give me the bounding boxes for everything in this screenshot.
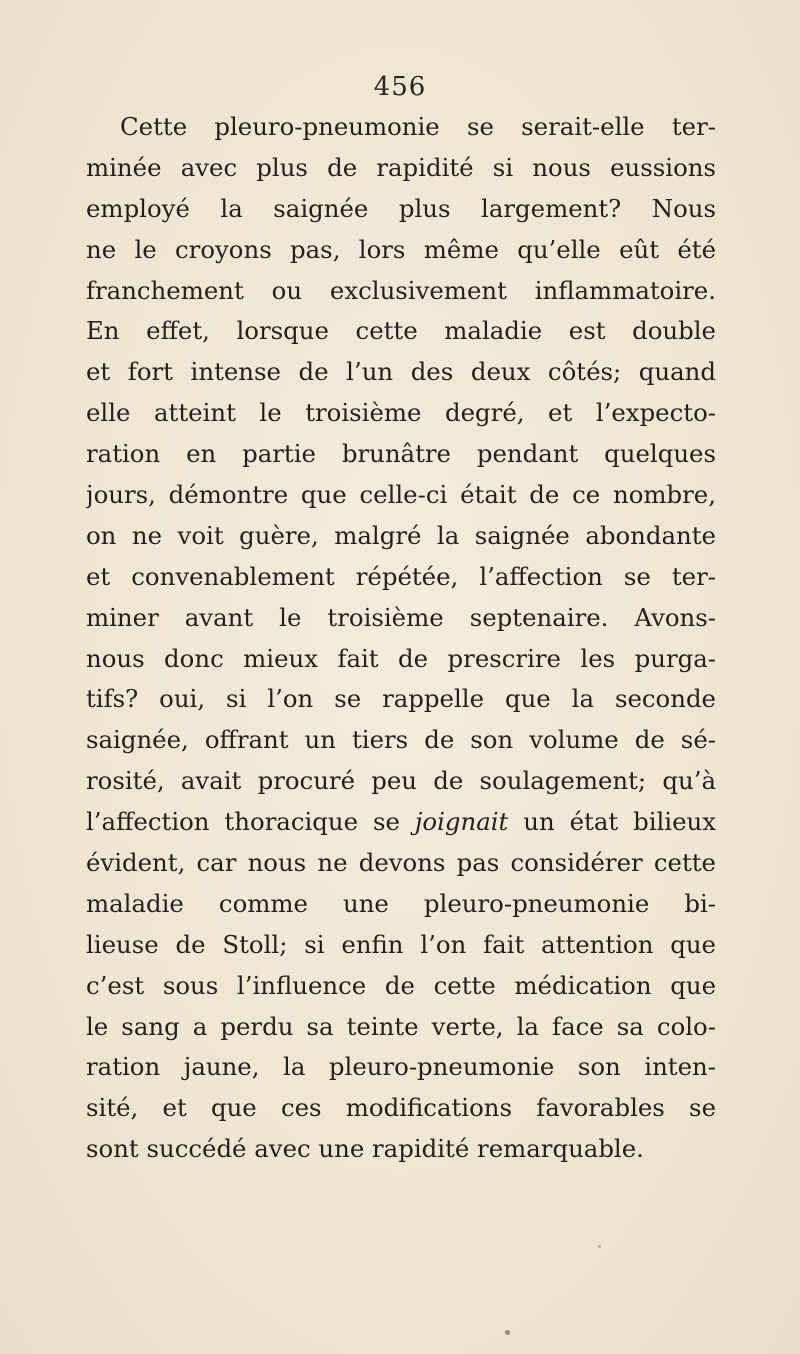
text-line: lieuse de Stoll; si enfin l’on fait attention que <box>86 929 716 959</box>
text-line: sont succédé avec une rapidité remarquable. <box>86 1134 644 1164</box>
text-line: évident, car nous ne devons pas considérer cette <box>86 848 716 878</box>
text-line: maladie comme une pleuro-pneumonie bi- <box>86 888 716 918</box>
text-line: franchement ou exclusivement inflammatoire. <box>86 275 716 305</box>
page-number: 456 <box>373 72 427 102</box>
text-line: le sang a perdu sa teinte verte, la face sa colo- <box>86 1011 716 1041</box>
text-line: employé la saignée plus largement? Nous <box>86 193 716 223</box>
text-line: nous donc mieux fait de prescrire les purga- <box>86 643 716 673</box>
text-line: c’est sous l’influence de cette médication que <box>86 970 716 1000</box>
text-line: tifs? oui, si l’on se rappelle que la seconde <box>86 684 716 714</box>
text-line: miner avant le troisième septenaire. Avons- <box>86 602 716 632</box>
text-line: ration en partie brunâtre pendant quelques <box>86 439 716 469</box>
text-line: sité, et que ces modifications favorables se <box>86 1093 716 1123</box>
text-line: et convenablement répétée, l’affection se ter- <box>86 561 716 591</box>
italic-word: joignait <box>414 807 509 837</box>
text-line: elle atteint le troisième degré, et l’expecto- <box>86 398 716 428</box>
text-line: jours, démontre que celle-ci était de ce nombre, <box>86 480 716 510</box>
text-line: et fort intense de l’un des deux côtés; quand <box>86 357 716 387</box>
text-line: l’affection thoracique se joignait un état bilieux <box>86 807 716 837</box>
paper-speck <box>505 1330 510 1335</box>
text-line: En effet, lorsque cette maladie est double <box>86 316 716 346</box>
text-line: rosité, avait procuré peu de soulagement; qu’à <box>86 766 716 796</box>
text-line: minée avec plus de rapidité si nous eussions <box>86 152 716 182</box>
paper-speck <box>598 1245 601 1248</box>
text-line: ne le croyons pas, lors même qu’elle eût été <box>86 234 716 264</box>
text-line: ration jaune, la pleuro-pneumonie son inten- <box>86 1052 716 1082</box>
text-line: on ne voit guère, malgré la saignée abondante <box>86 520 716 550</box>
body-paragraph <box>86 107 716 1170</box>
text-line: Cette pleuro-pneumonie se serait-elle ter- <box>120 112 716 141</box>
text-line: saignée, offrant un tiers de son volume de sé- <box>86 725 716 755</box>
